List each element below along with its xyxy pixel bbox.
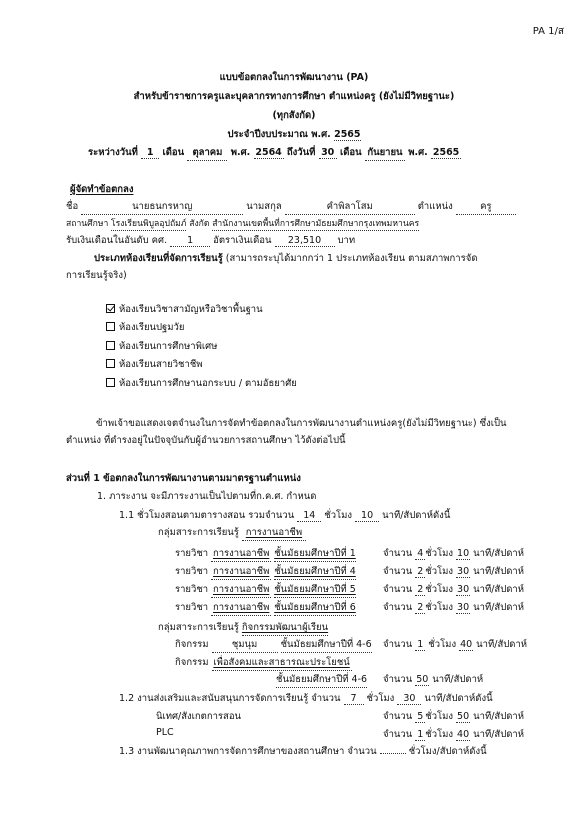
amount-label-2: จำนวน: [383, 674, 413, 685]
form-title: แบบข้อตกลงในการพัฒนางาน (PA): [219, 72, 369, 83]
amount-label: จำนวน: [383, 602, 413, 613]
name-line: [66, 199, 516, 215]
start-month: ตุลาคม: [187, 145, 227, 161]
activity-label-2: กิจกรรม: [175, 657, 209, 668]
subject-row: [175, 546, 356, 562]
quality-hours-label: 1.3 งานพัฒนาคุณภาพการจัดการศึกษาของสถานศึกษา จำนวน: [119, 746, 377, 757]
classroom-option-label: ห้องเรียนปฐมวัย: [119, 322, 185, 333]
start-year: 2564: [255, 147, 282, 158]
subject-name: การงานอาชีพ: [211, 564, 271, 580]
month-label: เดือน: [162, 147, 185, 158]
activity-2-minutes: 50: [416, 674, 429, 685]
checkbox[interactable]: [106, 378, 115, 387]
subject-label: รายวิชา: [175, 566, 209, 577]
minutes-per-week-label: นาที/สัปดาห์: [473, 584, 525, 595]
end-day: 30: [319, 147, 337, 159]
hour-label: ชั่วโมง: [425, 711, 454, 722]
page-number: PA 1/ส: [532, 26, 564, 37]
school-label: สถานศึกษา: [66, 219, 109, 229]
support-minutes-unit: นาที/สัปดาห์ดังนี้: [424, 693, 493, 704]
name-label: ชื่อ: [66, 201, 79, 212]
learning-group-value: การงานอาชีพ: [242, 525, 306, 541]
subject-minutes: 30: [457, 566, 470, 577]
teaching-hours: 14: [297, 510, 321, 522]
amount-label: จำนวน: [383, 566, 413, 577]
subject-amount: [383, 582, 524, 597]
amount-label: จำนวน: [383, 639, 413, 650]
subject-level: ชั้นมัธยมศึกษาปีที่ 4: [274, 564, 356, 580]
subject-level: ชั้นมัธยมศึกษาปีที่ 1: [274, 546, 356, 562]
activity-row-2: [175, 655, 352, 671]
subject-row: [175, 564, 356, 580]
intent-line-1: ข้าพเจ้าขอแสดงเจตจำนงในการจัดทำข้อตกลงในการพัฒนางานตำแหน่งครู(ยังไม่มีวิทยฐานะ) ซึ่งเป็น: [96, 418, 507, 429]
minutes-per-week-label: นาที/สัปดาห์: [473, 566, 525, 577]
checkbox[interactable]: [106, 359, 115, 368]
baht-label: บาท: [337, 235, 356, 246]
position-value: ครู: [456, 199, 516, 215]
subject-label: รายวิชา: [175, 584, 209, 595]
classroom-option[interactable]: [106, 320, 184, 335]
activity-name-2: เพื่อสังคมและสาธารณะประโยชน์: [212, 655, 352, 671]
classroom-type-line: [94, 251, 477, 266]
checkbox[interactable]: [106, 304, 115, 313]
subject-row: [175, 600, 356, 616]
support-hours-label: 1.2 งานส่งเสริมและสนับสนุนการจัดการเรียนรู้ จำนวน: [119, 693, 341, 704]
classroom-option[interactable]: [106, 302, 263, 317]
activity-level-2-value: ชั้นมัธยมศึกษาปีที่ 4-6: [276, 672, 367, 688]
activity-1-amount: [383, 637, 527, 652]
form-subtitle: สำหรับข้าราชการครูและบุคลากรทางการศึกษา ตำแหน่งครู (ยังไม่มีวิทยฐานะ): [133, 91, 455, 102]
classroom-type-heading: ประเภทห้องเรียนที่จัดการเรียนรู้: [94, 253, 223, 264]
learning-group-2: [158, 620, 328, 636]
amount-label: จำนวน: [383, 548, 413, 559]
support-hours-line: [119, 691, 493, 706]
subject-row: [175, 582, 356, 598]
classroom-option[interactable]: [106, 357, 203, 372]
affiliation-label: สังกัด: [189, 219, 210, 229]
affiliation-value: สำนักงานเขตพื้นที่การศึกษามัธยมศึกษากรุงเทพมหานคร: [212, 216, 419, 231]
month-label-2: เดือน: [340, 147, 362, 158]
school-value: โรงเรียนพิบูลอุปถัมภ์: [111, 216, 186, 231]
end-month: กันยายน: [365, 145, 405, 161]
subject-hours: 2: [417, 584, 424, 595]
support-minutes: 30: [397, 693, 421, 705]
fiscal-year-value: 2565: [334, 129, 361, 140]
subject-minutes: 30: [457, 602, 470, 613]
item1-text: 1. ภาระงาน จะมีภาระงานเป็นไปตามที่ก.ค.ศ. กำหนด: [97, 491, 317, 502]
subject-level: ชั้นมัธยมศึกษาปีที่ 5: [274, 582, 356, 598]
surname-label: นามสกุล: [246, 201, 282, 212]
surname-value: คำพิลาโสม: [285, 199, 415, 215]
end-year: 2565: [432, 147, 460, 158]
subject-label: รายวิชา: [175, 602, 209, 613]
subject-label: รายวิชา: [175, 548, 209, 559]
activity-level-2: [276, 672, 367, 688]
amount-label: จำนวน: [383, 729, 413, 740]
classroom-option-label: ห้องเรียนการศึกษานอกระบบ / ตามอัธยาศัย: [119, 378, 297, 389]
teaching-hours-unit: ชั่วโมง: [324, 510, 353, 521]
subject-hours: 4: [417, 548, 424, 559]
to-day-label: ถึงวันที่: [286, 147, 316, 158]
hour-label: ชั่วโมง: [425, 584, 454, 595]
learning-group-label: กลุ่มสาระการเรียนรู้: [158, 527, 239, 538]
teaching-minutes-unit: นาที/สัปดาห์ดังนี้: [382, 510, 451, 521]
hour-label: ชั่วโมง: [425, 566, 454, 577]
classroom-option[interactable]: [106, 339, 217, 354]
subject-minutes: 10: [457, 548, 470, 559]
teaching-hours-label: 1.1 ชั่วโมงสอนตามตารางสอน รวมจำนวน: [119, 510, 295, 521]
teaching-minutes: 10: [355, 510, 379, 522]
minutes-per-week-label-2: นาที/สัปดาห์: [432, 674, 484, 685]
activity-row-1: [175, 637, 372, 653]
support-item-minutes: 40: [457, 729, 470, 740]
hour-label: ชั่วโมง: [428, 639, 457, 650]
activity-2-amount: [383, 672, 483, 687]
name-value: นายธนกรหาญ: [81, 199, 243, 215]
activity-level: ชั้นมัธยมศึกษาปีที่ 4-6: [281, 637, 372, 653]
part1-heading: ส่วนที่ 1 ข้อตกลงในการพัฒนางานตามมาตรฐานตำแหน่ง: [66, 473, 301, 484]
year-label-2: พ.ศ.: [408, 147, 428, 158]
classroom-option-label: ห้องเรียนสายวิชาชีพ: [119, 359, 203, 370]
school-line: [66, 216, 419, 231]
minutes-per-week-label: นาที/สัปดาห์: [473, 548, 525, 559]
learning-group-1: [158, 525, 306, 541]
classroom-option[interactable]: [106, 376, 297, 391]
subject-amount: [383, 546, 524, 561]
activity-label: กิจกรรม: [175, 639, 209, 650]
checkbox[interactable]: [106, 322, 115, 331]
minutes-per-week-label: นาที/สัปดาห์: [473, 729, 525, 740]
activity-1-minutes: 40: [460, 639, 473, 650]
salary-rank-label: รับเงินเดือนในอันดับ คศ.: [66, 235, 168, 246]
learning-group-value-2: กิจกรรมพัฒนาผู้เรียน: [242, 620, 328, 636]
checkbox[interactable]: [106, 341, 115, 350]
subject-hours: 2: [417, 602, 424, 613]
fiscal-year-label: ประจำปีงบประมาณ พ.ศ.: [227, 129, 331, 140]
start-day: 1: [141, 147, 159, 159]
quality-hours-line: [119, 744, 487, 759]
subject-name: การงานอาชีพ: [211, 600, 271, 616]
support-hours: 7: [344, 693, 364, 705]
quality-hours: [380, 753, 406, 754]
hour-label: ชั่วโมง: [425, 602, 454, 613]
subject-level: ชั้นมัธยมศึกษาปีที่ 6: [274, 600, 356, 616]
support-item-hours: 1: [417, 729, 424, 740]
position-label: ตำแหน่ง: [417, 201, 453, 212]
form-scope: (ทุกสังกัด): [272, 110, 316, 121]
amount-label: จำนวน: [383, 711, 413, 722]
activity-1-hours: 1: [417, 639, 424, 650]
minutes-per-week-label: นาที/สัปดาห์: [473, 711, 525, 722]
fiscal-year-line: [0, 127, 588, 142]
intent-line-2: ตำแหน่ง ที่ดำรงอยู่ในปัจจุบันกับผู้อำนวยการสถานศึกษา ไว้ดังต่อไปนี้: [66, 435, 346, 446]
subject-amount: [383, 600, 524, 615]
salary-rate-value: 23,510: [275, 235, 335, 247]
subject-name: การงานอาชีพ: [211, 582, 271, 598]
quality-hours-unit: ชั่วโมง/สัปดาห์ดังนี้: [408, 746, 487, 757]
subject-hours: 2: [417, 566, 424, 577]
agreer-heading: ผู้จัดทำข้อตกลง: [70, 184, 134, 195]
salary-line: [66, 233, 355, 248]
salary-rate-label: อัตราเงินเดือน: [213, 235, 272, 246]
hour-label: ชั่วโมง: [425, 548, 454, 559]
classroom-type-note-2: การเรียนรู้จริง): [66, 270, 127, 281]
hour-label: ชั่วโมง: [425, 729, 454, 740]
classroom-type-note: (สามารถระบุได้มากกว่า 1 ประเภทห้องเรียน ตามสภาพการจัด: [225, 253, 478, 264]
support-item-minutes: 50: [457, 711, 470, 722]
teaching-hours-line: [119, 508, 450, 523]
classroom-option-label: ห้องเรียนวิชาสามัญหรือวิชาพื้นฐาน: [119, 304, 263, 315]
learning-group-label-2: กลุ่มสาระการเรียนรู้: [158, 622, 239, 633]
support-item-amount: [383, 709, 524, 724]
minutes-per-week-label: นาที/สัปดาห์: [476, 639, 528, 650]
period-label: ระหว่างวันที่: [88, 147, 138, 158]
minutes-per-week-label: นาที/สัปดาห์: [473, 602, 525, 613]
period-line: [88, 145, 461, 161]
support-item-name: PLC: [156, 727, 174, 738]
support-item-amount: [383, 727, 524, 742]
subject-amount: [383, 564, 524, 579]
support-item-name: นิเทศ/สังเกตการสอน: [156, 711, 242, 722]
support-item-hours: 5: [417, 711, 424, 722]
classroom-option-label: ห้องเรียนการศึกษาพิเศษ: [119, 341, 218, 352]
activity-name: ชุมนุม: [212, 637, 278, 653]
subject-minutes: 30: [457, 584, 470, 595]
year-label: พ.ศ.: [230, 147, 251, 158]
support-hours-unit: ชั่วโมง: [366, 693, 395, 704]
amount-label: จำนวน: [383, 584, 413, 595]
salary-rank-value: 1: [170, 235, 210, 247]
subject-name: การงานอาชีพ: [211, 546, 271, 562]
